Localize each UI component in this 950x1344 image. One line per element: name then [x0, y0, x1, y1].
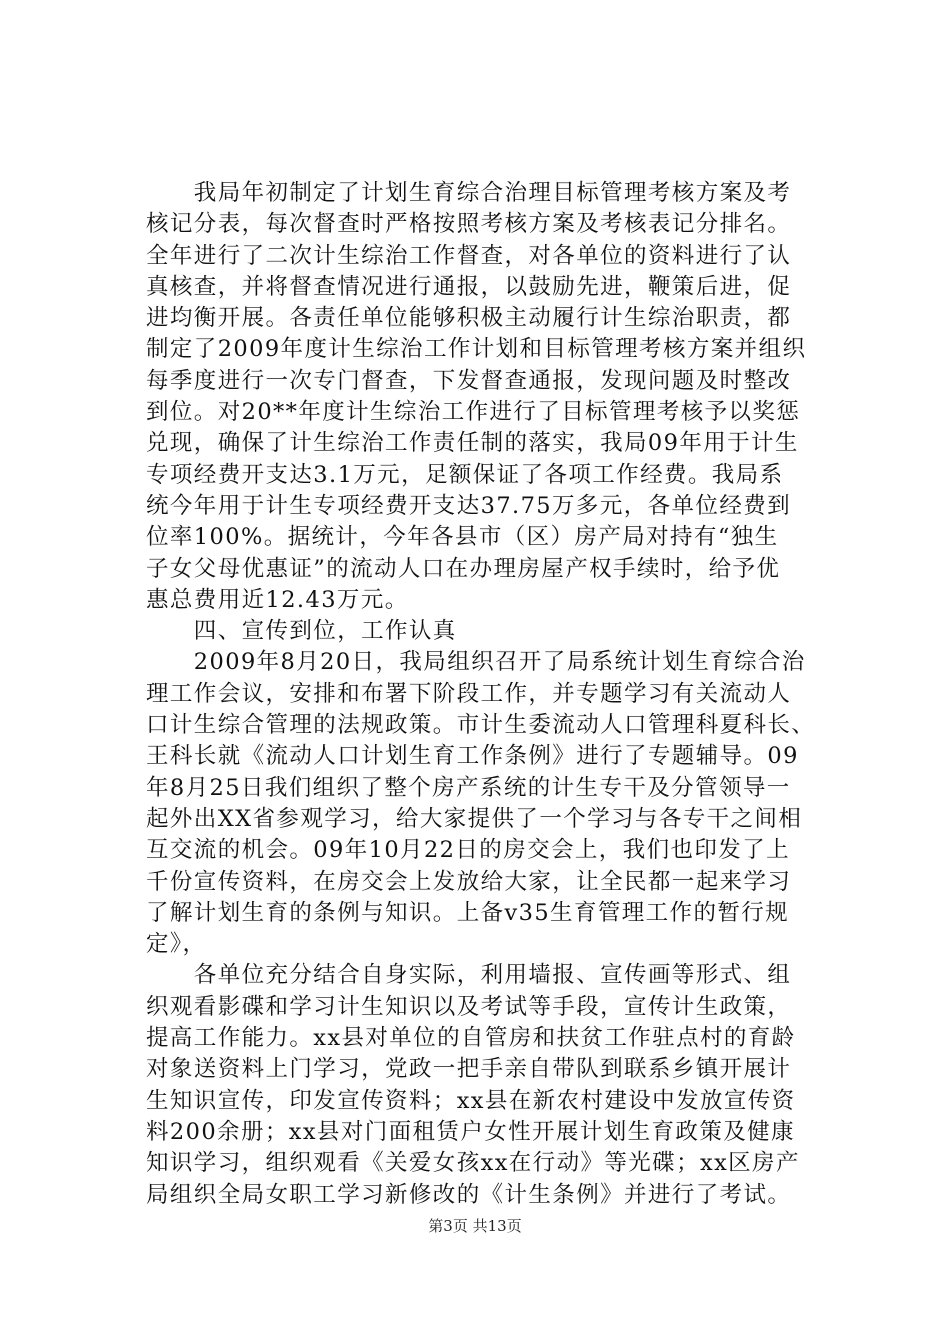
text-line: 互交流的机会。09年10月22日的房交会上，我们也印发了上: [146, 837, 790, 864]
text-line: 知识学习，组织观看《关爱女孩xx在行动》等光碟；xx区房产: [146, 1150, 800, 1177]
text-line: 全年进行了二次计生综治工作督查，对各单位的资料进行了认: [146, 242, 792, 269]
text-line: 理工作会议，安排和布署下阶段工作，并专题学习有关流动人: [146, 680, 792, 707]
text-line: 各单位充分结合自身实际，利用墙报、宣传画等形式、组: [146, 962, 792, 989]
page-footer: 第3页 共13页: [428, 1217, 522, 1235]
text-line: 生知识宣传，印发宣传资料；xx县在新农村建设中发放宣传资: [146, 1087, 796, 1114]
text-line: 织观看影碟和学习计生知识以及考试等手段，宣传计生政策，: [146, 993, 792, 1020]
text-line: 惠总费用近12.43万元。: [146, 586, 409, 613]
text-line: 了解计划生育的条例与知识。上备v35生育管理工作的暂行规: [146, 899, 790, 926]
text-line: 起外出XX省参观学习，给大家提供了一个学习与各专干之间相: [146, 805, 803, 832]
text-line: 料200余册；xx县对门面租赁户女性开展计划生育政策及健康: [146, 1118, 795, 1145]
text-line: 定》，: [146, 931, 207, 958]
text-line: 子女父母优惠证”的流动人口在办理房屋产权手续时，给予优: [146, 555, 781, 582]
text-line: 提高工作能力。xx县对单位的自管房和扶贫工作驻点村的育龄: [146, 1025, 796, 1052]
text-line: 四、宣传到位，工作认真: [146, 618, 457, 645]
text-line: 王科长就《流动人口计划生育工作条例》进行了专题辅导。09: [146, 743, 799, 770]
text-line: 千份宣传资料，在房交会上发放给大家，让全民都一起来学习: [146, 868, 792, 895]
text-line: 对象送资料上门学习，党政一把手亲自带队到联系乡镇开展计: [146, 1056, 792, 1083]
text-line: 真核查，并将督查情况进行通报，以鼓励先进，鞭策后进，促: [146, 273, 792, 300]
text-line: 到位。对20**年度计生综治工作进行了目标管理考核予以奖惩: [146, 399, 801, 426]
text-line: 局组织全局女职工学习新修改的《计生条例》并进行了考试。: [146, 1181, 792, 1208]
text-line: 专项经费开支达3.1万元，足额保证了各项工作经费。我局系: [146, 461, 784, 488]
text-line: 核记分表，每次督查时严格按照考核方案及考核表记分排名。: [146, 211, 792, 238]
text-line: 制定了2009年度计生综治工作计划和目标管理考核方案并组织: [146, 336, 807, 363]
body-text: [146, 178, 850, 1211]
text-line: 每季度进行一次专门督查，下发督查通报，发现问题及时整改: [146, 367, 792, 394]
text-line: 口计生综合管理的法规政策。市计生委流动人口管理科夏科长、: [146, 712, 816, 739]
text-line: 位率100%。据统计，今年各县市（区）房产局对持有“独生: [146, 524, 779, 551]
text-line: 我局年初制定了计划生育综合治理目标管理考核方案及考: [146, 180, 792, 206]
text-line: 进均衡开展。各责任单位能够积极主动履行计生综治职责，都: [146, 305, 792, 332]
text-line: 年8月25日我们组织了整个房产系统的计生专干及分管领导一: [146, 774, 791, 801]
text-line: 2009年8月20日，我局组织召开了局系统计划生育综合治: [146, 649, 806, 676]
text-line: 统今年用于计生专项经费开支达37.75万多元，各单位经费到: [146, 492, 792, 519]
text-line: 兑现，确保了计生综治工作责任制的落实，我局09年用于计生: [146, 430, 799, 457]
